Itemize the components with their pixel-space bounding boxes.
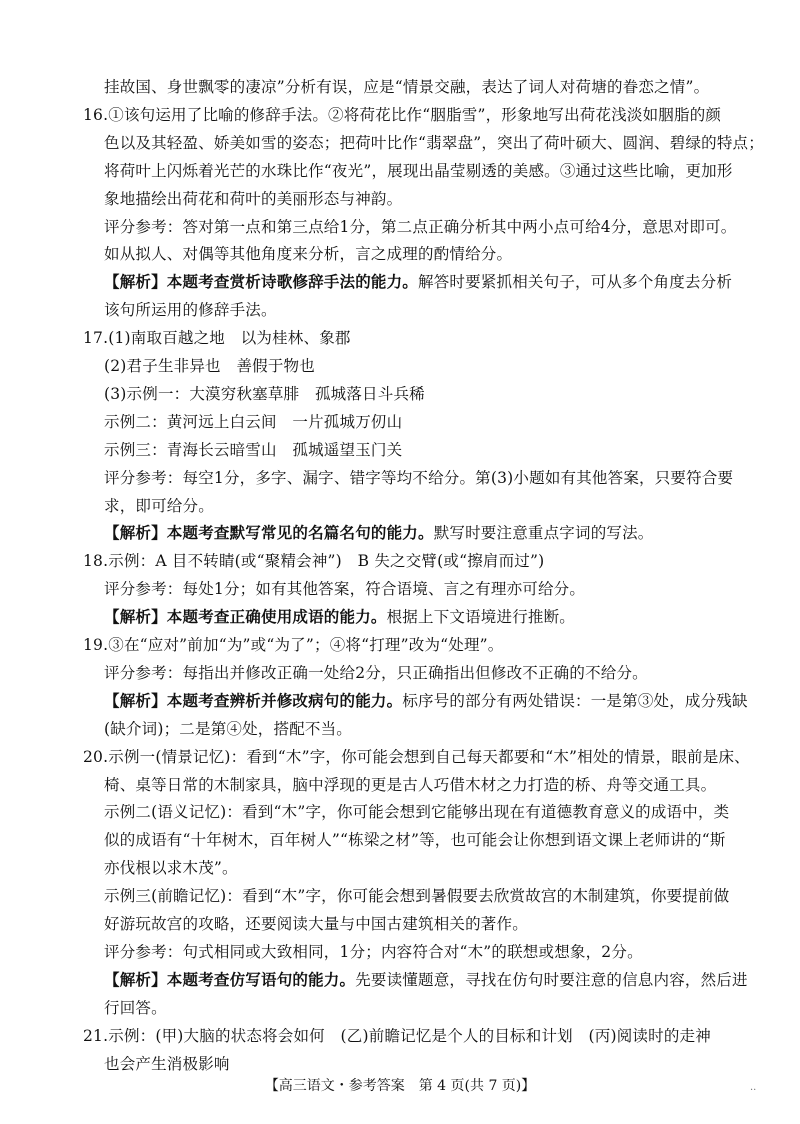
line-text: 19.③在“应对”前加“为”或“为了”；④将“打理”改为“处理”。 xyxy=(83,636,504,654)
text-line xyxy=(104,1054,230,1074)
text-line xyxy=(104,244,512,264)
text-line xyxy=(104,300,277,320)
line-text: 示例三(前瞻记忆)：看到“木”字，你可能会想到暑假要去欣赏故宫的木制建筑，你要提前做 xyxy=(104,887,730,906)
text-line xyxy=(104,914,528,934)
text-line xyxy=(104,942,643,962)
line-text: 将荷叶上闪烁着光芒的水珠比作“夜光”，展现出晶莹剔透的美感。③通过这些比喻，更加形 xyxy=(104,161,733,180)
line-text: 评分参考：每指出并修改正确一处给2分，只正确指出但修改不正确的不给分。 xyxy=(104,663,648,682)
text-line xyxy=(104,468,733,488)
text-line xyxy=(83,747,750,767)
text-line xyxy=(104,77,709,97)
line-text: 17.(1)南取百越之地 以为桂林、象郡 xyxy=(83,329,351,348)
analysis-label: 【解析】本题考查正确使用成语的能力。 xyxy=(104,607,387,627)
line-text: 标序号的部分有两处错误：一是第③处，成分残缺 xyxy=(402,691,748,710)
text-line xyxy=(104,384,425,404)
text-line xyxy=(104,663,648,683)
line-text: 挂故国、身世飘零的凄凉”分析有误，应是“情景交融，表达了词人对荷塘的眷恋之情”。 xyxy=(104,78,710,96)
corner-mark: ·· xyxy=(750,1085,757,1096)
line-text: 根据上下文语境进行推断。 xyxy=(386,608,576,627)
text-line xyxy=(104,719,352,739)
analysis-label: 【解析】本题考查默写常见的名篇名句的能力。 xyxy=(104,523,434,543)
text-line xyxy=(104,440,402,460)
line-text: 20.示例一(情景记忆)：看到“木”字，你可能会想到自己每天都要和“木”相处的情景，眼前是床、 xyxy=(83,747,750,766)
text-line xyxy=(104,161,733,181)
text-line xyxy=(104,802,729,822)
line-text: 21.示例：(甲)大脑的状态将会如何 (乙)前瞻记忆是个人的目标和计划 (丙)阅读时的走神 xyxy=(83,1026,711,1045)
line-text: 示例三：青海长云暗雪山 孤城遥望玉门关 xyxy=(104,440,403,459)
analysis-label: 【解析】本题考查赏析诗歌修辞手法的能力。 xyxy=(104,272,419,292)
line-text: 如从拟人、对偶等其他角度来分析，言之成理的酌情给分。 xyxy=(104,245,513,264)
line-text: 该句所运用的修辞手法。 xyxy=(104,301,277,320)
text-line xyxy=(104,830,726,850)
text-line xyxy=(104,272,732,292)
text-line xyxy=(83,1026,711,1046)
line-text: 也会产生消极影响 xyxy=(104,1054,230,1073)
analysis-label: 【解析】本题考查仿写语句的能力。 xyxy=(104,969,356,989)
line-text: 行回答。 xyxy=(104,998,167,1017)
text-line xyxy=(104,496,214,516)
line-text: 默写时要注意重点字词的写法。 xyxy=(433,524,654,543)
line-text: (2)君子生非异也 善假于物也 xyxy=(104,357,315,375)
text-line xyxy=(83,551,544,571)
line-text: 评分参考：每处1分；如有其他答案，符合语境、言之有理亦可给分。 xyxy=(104,580,586,599)
line-text: (缺介词)；二是第④处，搭配不当。 xyxy=(104,719,352,738)
line-text: 评分参考：每空1分，多字、漏字、错字等均不给分。第(3)小题如有其他答案，只要符合要 xyxy=(104,468,734,487)
line-text: 评分参考：句式相同或大致相同，1分；内容符合对“木”的联想或想象，2分。 xyxy=(104,942,643,961)
text-line xyxy=(104,579,585,599)
text-line xyxy=(104,691,748,711)
line-text: 解答时要紧抓相关句子，可从多个角度去分析 xyxy=(418,273,733,292)
line-text: 色以及其轻盈、娇美如雪的姿态；把荷叶比作“翡翠盘”，突出了荷叶硕大、圆润、碧绿的特点； xyxy=(104,133,764,152)
text-line xyxy=(104,998,167,1018)
line-text: 示例二：黄河远上白云间 一片孤城万仞山 xyxy=(104,412,403,431)
line-text: 似的成语有“十年树木，百年树人”“栋梁之材”等，也可能会让你想到语文课上老师讲的“斯 xyxy=(104,831,726,850)
line-text: 亦伐根以求木茂”。 xyxy=(104,859,238,878)
line-text: 示例二(语义记忆)：看到“木”字，你可能会想到它能够出现在有道德教育意义的成语中，类 xyxy=(104,803,730,822)
line-text: 椅、桌等日常的木制家具，脑中浮现的更是古人巧借木材之力打造的桥、舟等交通工具。 xyxy=(104,775,717,794)
text-line xyxy=(104,607,575,627)
line-text: 先要读懂题意，寻找在仿句时要注意的信息内容，然后进 xyxy=(355,970,748,989)
text-line xyxy=(83,635,504,655)
line-text: 好游玩故宫的攻略，还要阅读大量与中国古建筑相关的著作。 xyxy=(104,915,528,933)
text-line xyxy=(104,356,315,376)
text-line xyxy=(104,133,764,153)
text-line xyxy=(104,886,729,906)
line-text: 象地描绘出荷花和荷叶的美丽形态与神韵。 xyxy=(104,189,403,208)
text-line xyxy=(83,105,721,125)
text-line xyxy=(104,412,402,432)
text-line xyxy=(104,217,736,237)
text-line xyxy=(104,858,238,878)
analysis-label: 【解析】本题考查辨析并修改病句的能力。 xyxy=(104,690,403,710)
line-text: 16.①该句运用了比喻的修辞手法。②将荷花比作“胭脂雪”，形象地写出荷花浅淡如胭脂的颜 xyxy=(83,105,722,124)
text-line xyxy=(83,328,351,348)
text-line xyxy=(104,189,402,209)
line-text: 求，即可给分。 xyxy=(104,496,214,515)
line-text: 评分参考：答对第一点和第三点给1分，第二点正确分析其中两小点可给4分，意思对即可。 xyxy=(104,217,737,236)
text-line xyxy=(104,970,748,990)
text-line xyxy=(104,523,654,543)
line-text: 18.示例：A 目不转睛(或“聚精会神”) B 失之交臂(或“擦肩而过”) xyxy=(83,552,545,571)
text-line xyxy=(104,775,716,795)
page-footer: 【高三语文・参考答案 第 4 页(共 7 页)】 xyxy=(264,1078,536,1094)
line-text: (3)示例一：大漠穷秋塞草腓 孤城落日斗兵稀 xyxy=(104,384,425,403)
